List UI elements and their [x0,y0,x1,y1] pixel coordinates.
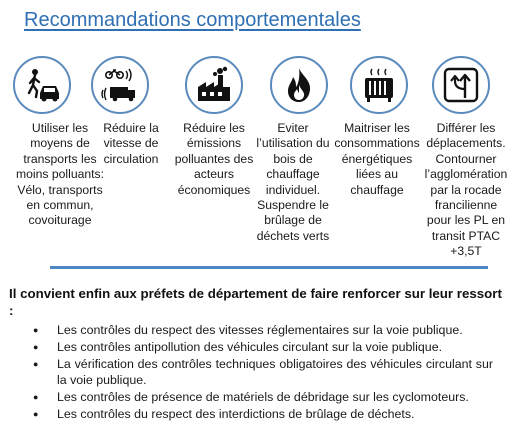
route-sign-icon [432,56,490,114]
list-item: ● Les contrôles du respect des vitesses réglementaires sur la voie publique. [33,322,493,338]
factory-icon [185,56,243,114]
recommendation-line: pour les PL en [426,213,506,228]
recommendation-energy [332,121,422,198]
recommendation-line: Eviter [277,121,309,135]
section-divider [50,266,488,269]
recommendation-line: Réduire les [183,121,245,135]
recommendation-line: francilienne [434,198,498,213]
pedestrian-car-icon [13,56,71,114]
recommendation-transport [12,121,108,229]
recommendation-travel [416,121,516,260]
recommendation-line: vitesse de [103,136,159,151]
list-item: ● Les contrôles de présence de matériels de débridage sur les cyclomoteurs. [33,389,493,405]
recommendation-line: par la rocade [430,182,502,197]
recommendation-line: énergétiques [341,151,413,166]
recommendation-line: Différer les [436,121,496,135]
recommendation-line: moyens de [30,136,90,151]
recommendation-line: individuel. [265,182,321,197]
recommendation-line: Réduire la [103,121,159,135]
recommendation-line: transit PTAC [431,228,501,243]
recommendation-line: bois de [273,151,313,166]
speed-vehicles-icon [91,56,149,114]
recommendation-line: déchets verts [256,228,330,243]
recommendation-line: brûlage de [264,213,322,228]
recommendation-line: chauffage [350,182,404,197]
list-item: ● Les contrôles du respect des interdictions de brûlage de déchets. [33,406,493,422]
list-item: ● Les contrôles antipollution des véhicules circulant sur la voie publique. [33,339,493,355]
recommendation-line: Utiliser les [31,121,89,135]
list-item: ● La vérification des contrôles techniques obligatoires des véhicules circulant sur la voie publique. [33,356,493,388]
recommendation-line: moins polluants: [15,167,105,182]
recommendation-line: acteurs [194,167,234,182]
recommendation-line: l’agglomération [424,167,508,182]
recommendation-line: économiques [177,182,251,197]
recommendation-wood-heating [251,121,335,244]
recommendation-line: l’utilisation du [256,136,330,151]
recommendation-line: chauffage [266,167,320,182]
recommendation-line: covoiturage [28,213,92,228]
controls-list [33,322,493,423]
recommendation-line: circulation [103,151,159,166]
recommendation-line: Contourner [435,151,497,166]
recommendation-line: émissions [186,136,242,151]
recommendation-line: en commun, [26,198,94,213]
recommendation-line: +3,5T [450,244,482,259]
recommendation-line: polluantes des [174,151,254,166]
recommendation-speed [96,121,166,167]
recommendation-line: transports les [23,151,97,166]
recommendation-line: consommations [334,136,420,151]
fire-icon [270,56,328,114]
page-title: Recommandations comportementales [24,9,361,31]
recommendation-line: Maitriser les [344,121,410,135]
recommendation-emissions [168,121,260,198]
recommendation-line: déplacements. [426,136,506,151]
recommendation-line: Suspendre le [257,198,329,213]
recommendation-line: liées au [355,167,398,182]
recommendation-line: Vélo, transports [17,182,103,197]
radiator-icon [350,56,408,114]
intro-paragraph: Il convient enfin aux préfets de département de faire renforcer sur leur ressort : [9,286,502,318]
